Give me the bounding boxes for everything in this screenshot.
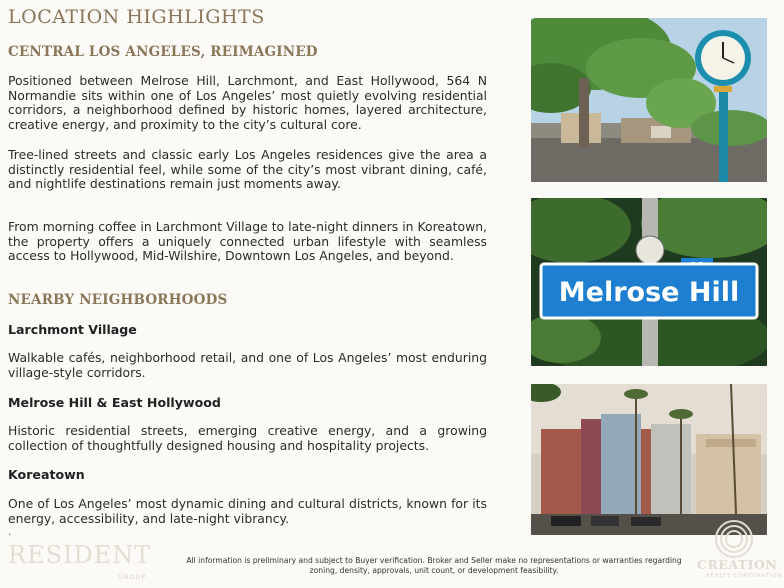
- resident-logo-sub: GROUP: [118, 573, 147, 581]
- streets-paragraph: Tree-lined streets and classic early Los Angeles residences give the area a distinctly residential feel, while some of the city’s most vibrant dining, café, and nightlife destinations remain just moments away.: [8, 147, 487, 192]
- resident-logo: RESIDENT: [8, 541, 152, 569]
- melrose-hill-sign-photo: [531, 198, 767, 366]
- intro-paragraph: Positioned between Melrose Hill, Larchmont, and East Hollywood, 564 N Normandie sits within one of Los Angeles’ most quietly evolving residential corridors, a neighborhood defined by historic homes, layered architecture, creative energy, and proximity to the city’s cultural core.: [8, 73, 487, 132]
- neighborhood-name-melrose-hill: Melrose Hill & East Hollywood: [8, 395, 221, 410]
- sign-text: Melrose Hill: [558, 277, 740, 308]
- neighborhood-name-koreatown: Koreatown: [8, 467, 85, 482]
- section-subtitle-neighborhoods: NEARBY NEIGHBORHOODS: [8, 292, 228, 308]
- neighborhood-desc-koreatown: One of Los Angeles’ most dynamic dining and cultural districts, known for its energy, accessibility, and late-night vibrancy.: [8, 496, 487, 526]
- creation-logo-sub: REALTY CORPORATION: [706, 573, 783, 579]
- street-clock-photo: [531, 18, 767, 182]
- section-subtitle-central-la: CENTRAL LOS ANGELES, REIMAGINED: [8, 44, 318, 60]
- neighborhood-desc-larchmont: Walkable cafés, neighborhood retail, and one of Los Angeles’ most enduring village-style corridors.: [8, 350, 487, 380]
- neighborhood-desc-melrose-hill: Historic residential streets, emerging creative energy, and a growing collection of thoughtfully designed housing and hospitality projects.: [8, 423, 487, 453]
- koreatown-buildings-photo: [531, 384, 767, 535]
- creation-logo: CREATION: [697, 557, 778, 572]
- page-title: LOCATION HIGHLIGHTS: [8, 6, 265, 28]
- disclaimer-text: All information is preliminary and subject to Buyer verification. Broker and Seller make no representations or warranties regarding zoning, density, approvals, unit count, or development feasibility.: [186, 556, 682, 575]
- neighborhood-name-larchmont: Larchmont Village: [8, 322, 137, 337]
- stray-dot: .: [8, 527, 12, 538]
- creation-logo-icon: [714, 519, 754, 559]
- lifestyle-paragraph: From morning coffee in Larchmont Village to late-night dinners in Koreatown, the property offers a uniquely connected urban lifestyle with seamless access to Hollywood, Mid-Wilshire, Downtown Los Angeles, and beyond.: [8, 219, 487, 264]
